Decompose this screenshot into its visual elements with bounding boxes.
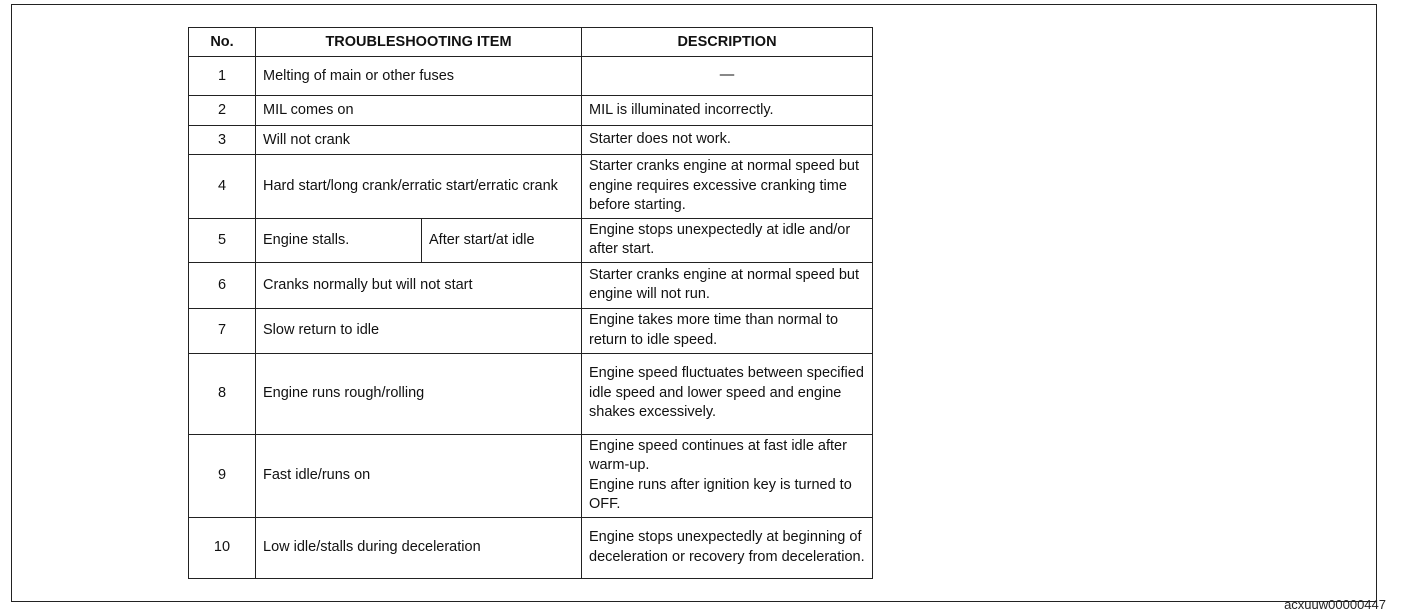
row-description (582, 434, 873, 517)
row-number: 4 (189, 155, 256, 219)
row-description: Engine stops unexpectedly at beginning of deceleration or recovery from deceleration. (582, 517, 873, 578)
row-number: 8 (189, 353, 256, 434)
row-description: Starter cranks engine at normal speed but engine requires excessive cranking time before starting. (582, 155, 873, 219)
row-item: Will not crank (256, 126, 582, 155)
row-item: Melting of main or other fuses (256, 57, 582, 96)
header-troubleshooting-item: TROUBLESHOOTING ITEM (256, 28, 582, 57)
row-number: 2 (189, 96, 256, 126)
table-row (189, 353, 873, 434)
row-number: 9 (189, 434, 256, 517)
row-description: Starter cranks engine at normal speed but engine will not run. (582, 262, 873, 308)
row-subitem: After start/at idle (422, 218, 582, 262)
row-description-line: Engine runs after ignition key is turned to OFF. (589, 476, 852, 512)
table-row (189, 57, 873, 96)
row-description: Engine stops unexpectedly at idle and/or after start. (582, 218, 873, 262)
table-header-row (189, 28, 873, 57)
row-item: Hard start/long crank/erratic start/erratic crank (256, 155, 582, 219)
table-row (189, 262, 873, 308)
table-row (189, 308, 873, 353)
table-row (189, 96, 873, 126)
row-description: MIL is illuminated incorrectly. (582, 96, 873, 126)
row-description-line: Engine speed continues at fast idle after warm-up. (589, 437, 847, 473)
row-item: Engine stalls. (256, 218, 422, 262)
header-no: No. (189, 28, 256, 57)
row-number: 5 (189, 218, 256, 262)
row-item: Low idle/stalls during deceleration (256, 517, 582, 578)
row-description: Engine speed fluctuates between specified idle speed and lower speed and engine shakes excessively. (582, 353, 873, 434)
table-row (189, 434, 873, 517)
figure-code: acxuuw00000447 (1284, 597, 1386, 612)
row-description (582, 57, 873, 96)
row-number: 10 (189, 517, 256, 578)
dash-symbol: — (719, 67, 735, 84)
row-item: Cranks normally but will not start (256, 262, 582, 308)
row-description: Engine takes more time than normal to return to idle speed. (582, 308, 873, 353)
row-description: Starter does not work. (582, 126, 873, 155)
row-item: Fast idle/runs on (256, 434, 582, 517)
row-number: 7 (189, 308, 256, 353)
row-item: MIL comes on (256, 96, 582, 126)
row-number: 3 (189, 126, 256, 155)
troubleshooting-table (188, 27, 873, 579)
table-row (189, 517, 873, 578)
row-number: 6 (189, 262, 256, 308)
table-row (189, 218, 873, 262)
row-item: Engine runs rough/rolling (256, 353, 582, 434)
header-description: DESCRIPTION (582, 28, 873, 57)
row-item: Slow return to idle (256, 308, 582, 353)
table-row (189, 126, 873, 155)
row-number: 1 (189, 57, 256, 96)
table-row (189, 155, 873, 219)
